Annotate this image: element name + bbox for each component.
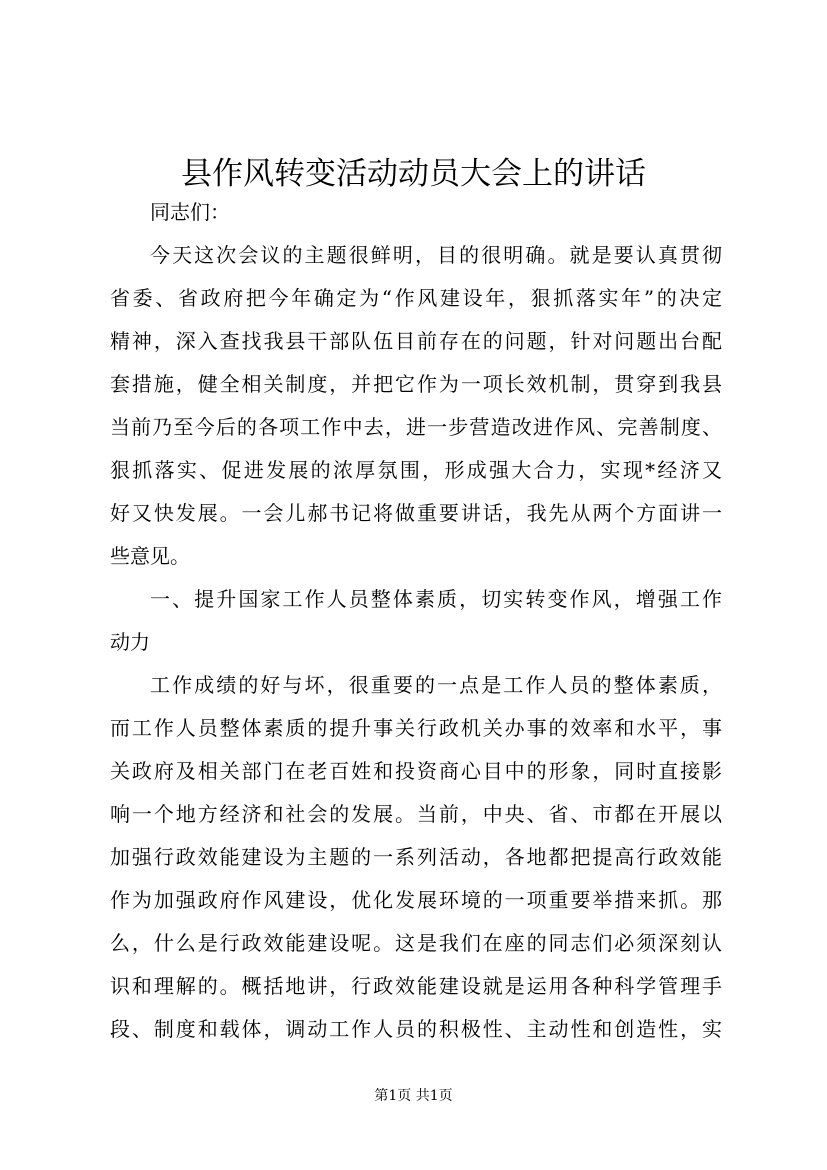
body-line: 精神，深入查找我县干部队伍目前存在的问题，针对问题出台配 — [110, 329, 722, 353]
salutation: 同志们： — [150, 200, 230, 224]
body-line: 好又快发展。一会儿郝书记将做重要讲话，我先从两个方面讲一 — [110, 501, 722, 525]
page-footer: 第1页 共1页 — [374, 1088, 453, 1104]
section-heading: 动力 — [110, 630, 150, 654]
body-line: 响一个地方经济和社会的发展。当前，中央、省、市都在开展以 — [110, 802, 722, 826]
body-line: 狠抓落实、促进发展的浓厚氛围，形成强大合力，实现*经济又 — [110, 458, 722, 482]
body-line: 些意见。 — [110, 544, 190, 568]
body-line: 识和理解的。概括地讲，行政效能建设就是运用各种科学管理手 — [110, 974, 722, 998]
section-heading: 一、提升国家工作人员整体素质，切实转变作风，增强工作 — [150, 587, 722, 611]
document-title: 县作风转变活动动员大会上的讲话 — [181, 156, 646, 192]
body-line: 段、制度和载体，调动工作人员的积极性、主动性和创造性，实 — [110, 1017, 722, 1041]
body-line: 省委、省政府把今年确定为“作风建设年，狠抓落实年”的决定 — [110, 286, 722, 310]
body-line: 关政府及相关部门在老百姓和投资商心目中的形象，同时直接影 — [110, 759, 722, 783]
body-line: 当前乃至今后的各项工作中去，进一步营造改进作风、完善制度、 — [110, 415, 722, 439]
body-line: 今天这次会议的主题很鲜明，目的很明确。就是要认真贯彻 — [150, 243, 722, 267]
body-line: 而工作人员整体素质的提升事关行政机关办事的效率和水平，事 — [110, 716, 722, 740]
body-line: 么，什么是行政效能建设呢。这是我们在座的同志们必须深刻认 — [110, 931, 722, 955]
body-line: 套措施，健全相关制度，并把它作为一项长效机制，贯穿到我县 — [110, 372, 722, 396]
body-line: 工作成绩的好与坏，很重要的一点是工作人员的整体素质， — [150, 673, 722, 697]
body-line: 作为加强政府作风建设，优化发展环境的一项重要举措来抓。那 — [110, 888, 722, 912]
body-line: 加强行政效能建设为主题的一系列活动，各地都把提高行政效能 — [110, 845, 722, 869]
